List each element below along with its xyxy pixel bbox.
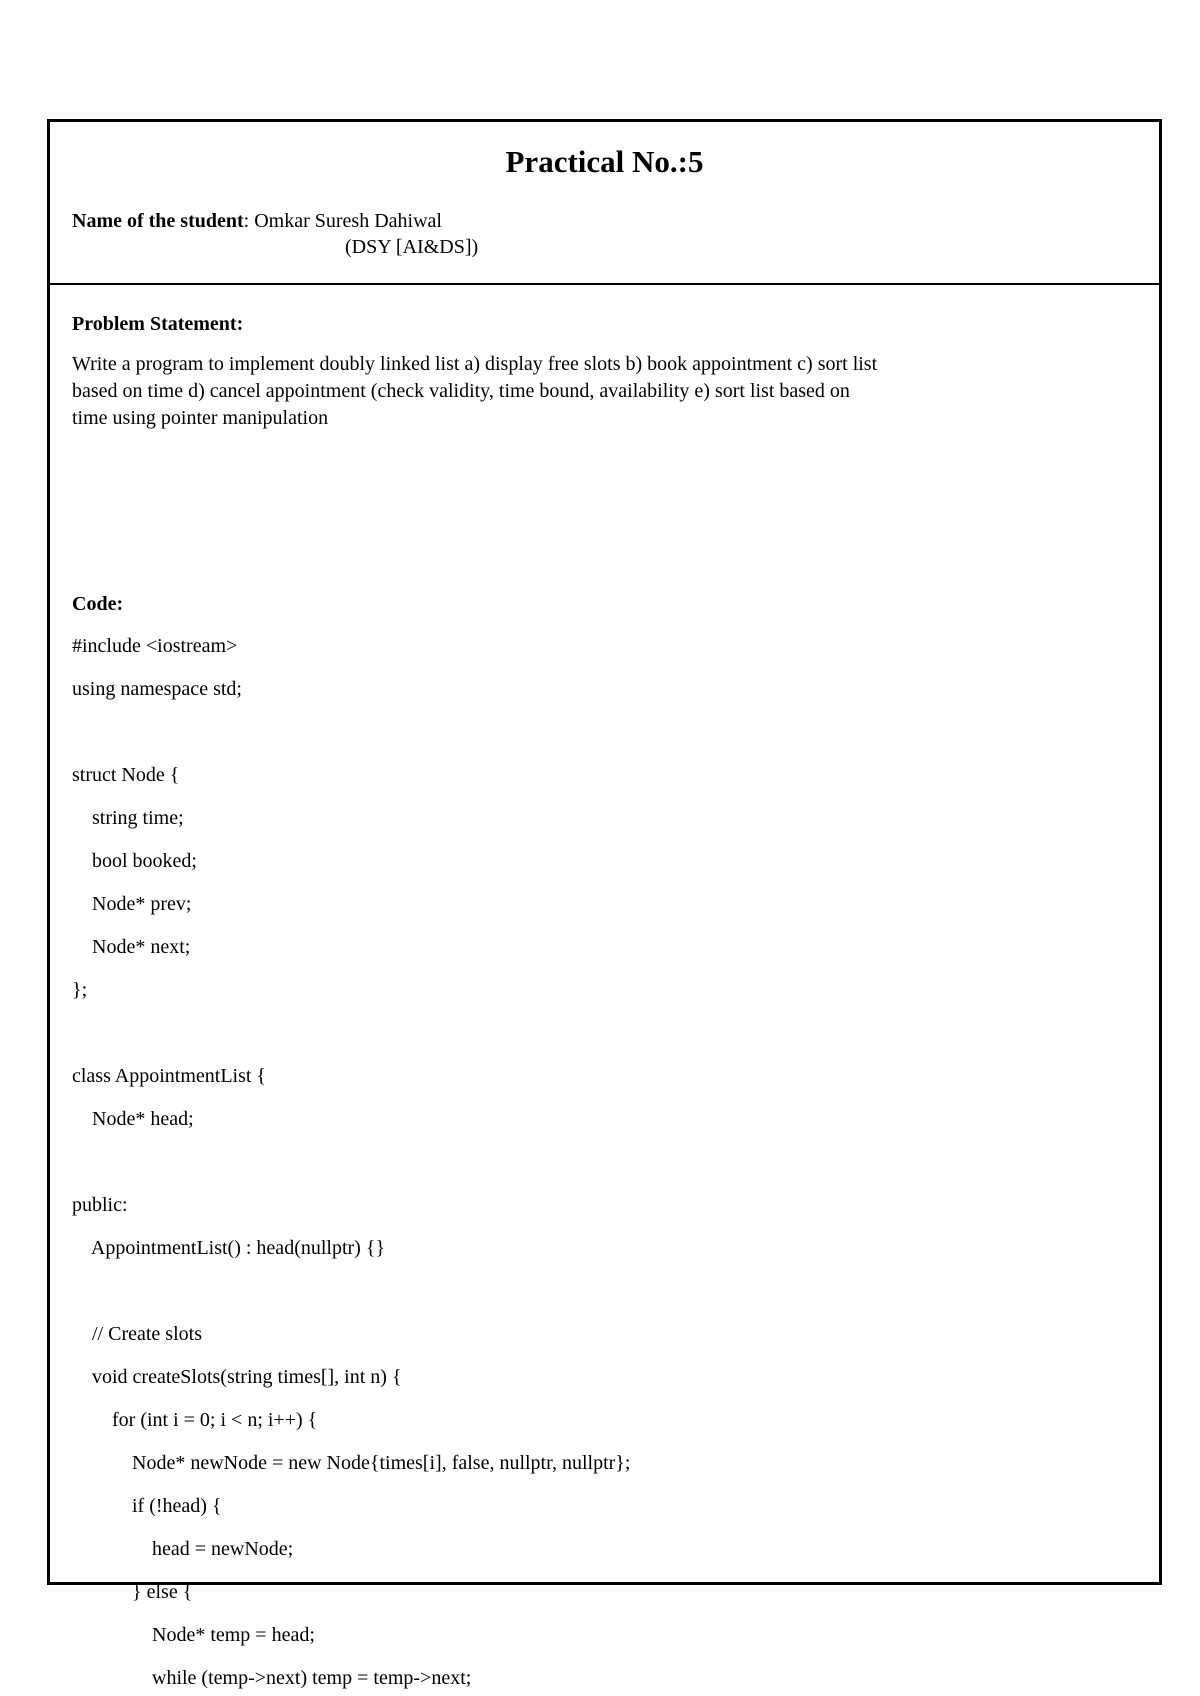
problem-line: Write a program to implement doubly linked list a) display free slots b) book appointment c) sort list bbox=[72, 353, 878, 375]
code-line: public: bbox=[72, 1194, 128, 1216]
code-line: for (int i = 0; i < n; i++) { bbox=[72, 1409, 318, 1431]
student-label: Name of the student bbox=[72, 210, 244, 232]
code-heading: Code: bbox=[72, 593, 124, 615]
code-line: class AppointmentList { bbox=[72, 1065, 267, 1087]
code-line: AppointmentList() : head(nullptr) {} bbox=[72, 1237, 386, 1259]
code-line: string time; bbox=[72, 807, 184, 829]
code-line: struct Node { bbox=[72, 764, 180, 786]
page-title: Practical No.:5 bbox=[505, 144, 704, 179]
code-line: Node* temp = head; bbox=[72, 1624, 315, 1646]
code-line: Node* newNode = new Node{times[i], false, nullptr, nullptr}; bbox=[72, 1452, 631, 1474]
code-line: if (!head) { bbox=[72, 1495, 222, 1517]
header-section bbox=[50, 122, 1159, 285]
code-line: }; bbox=[72, 979, 88, 1001]
code-line: Node* next; bbox=[72, 936, 191, 958]
code-line: Node* head; bbox=[72, 1108, 194, 1130]
problem-statement bbox=[72, 351, 1032, 432]
code-line: #include <iostream> bbox=[72, 635, 238, 657]
problem-line: time using pointer manipulation bbox=[72, 407, 329, 429]
code-line: while (temp->next) temp = temp->next; bbox=[72, 1667, 472, 1689]
problem-line: based on time d) cancel appointment (check validity, time bound, availability e) sort list based on bbox=[72, 380, 850, 402]
code-line: bool booked; bbox=[72, 850, 197, 872]
code-line: Node* prev; bbox=[72, 893, 192, 915]
code-line: // Create slots bbox=[72, 1323, 202, 1345]
code-line: } else { bbox=[72, 1581, 193, 1603]
document-frame bbox=[47, 119, 1162, 1689]
code-line: void createSlots(string times[], int n) { bbox=[72, 1366, 402, 1388]
code-line: head = newNode; bbox=[72, 1538, 294, 1560]
code-line: using namespace std; bbox=[72, 678, 242, 700]
problem-heading: Problem Statement: bbox=[72, 313, 244, 335]
student-class: (DSY [AI&DS]) bbox=[345, 236, 479, 258]
student-name-line bbox=[72, 208, 442, 234]
student-name: : Omkar Suresh Dahiwal bbox=[243, 210, 442, 232]
